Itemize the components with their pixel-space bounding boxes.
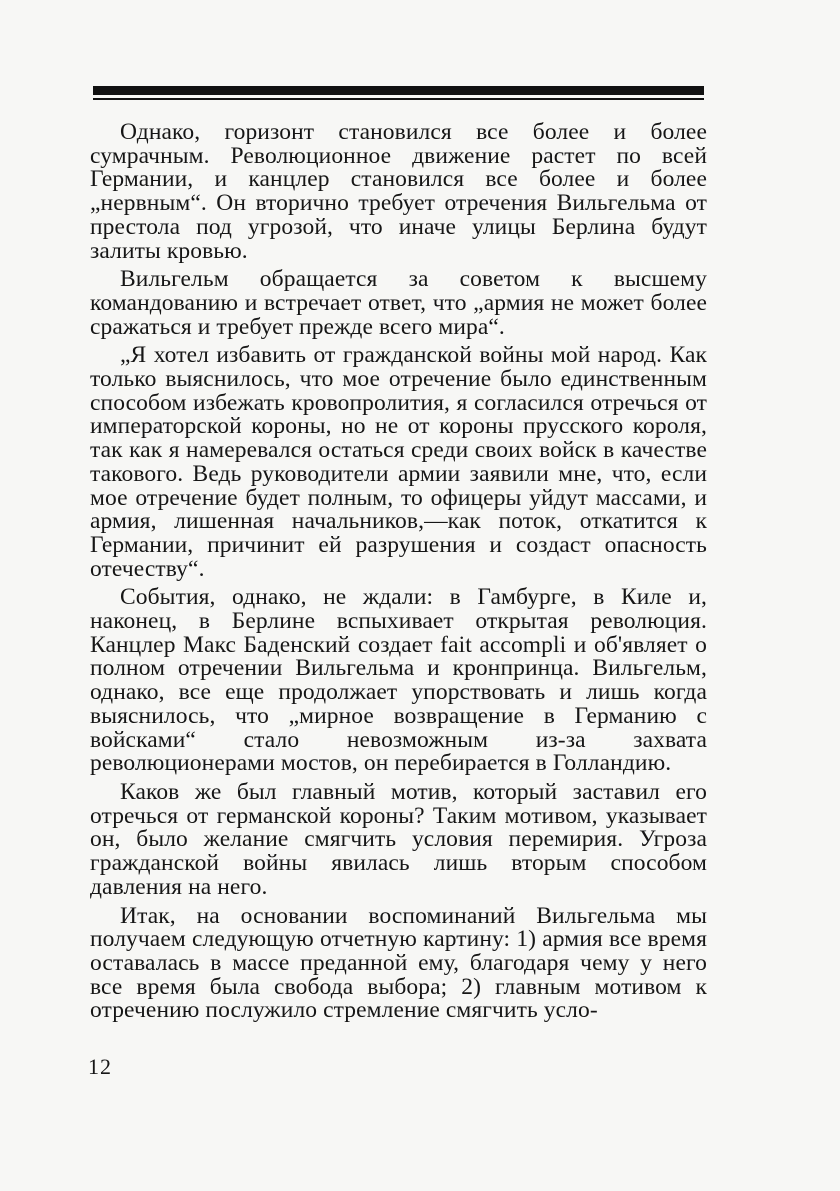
header-rule-thin (93, 98, 704, 100)
header-rule (93, 86, 704, 95)
body-text (90, 121, 707, 1028)
paragraph: Итак, на основании воспоминаний Вильгельма мы получаем следующую отчетную картину: 1) армия все время оставалась в массе преданной ему, благодаря чему у него все время была свобода выбора; 2) главным мотивом к отречению послужило стремление смягчить усло- (90, 902, 707, 1024)
paragraph: Вильгельм обращается за советом к высшему командованию и встречает ответ, что „армия не может более сражаться и требует прежде всего мира“. (90, 266, 707, 340)
paragraph: События, однако, не ждали: в Гамбурге, в Киле и, наконец, в Берлине вспыхивает открытая революция. Канцлер Макс Баденский создает fait accompli и об'являет о полном отречении Вильгельма и кронпринца. Вильгельм, однако, все еще продолжает упорствовать и лишь когда выяснилось, что „мирное возвращение в Германию с войсками“ стало невозможным из-за захвата революционерами мостов, он перебирается в Голландию. (90, 584, 707, 777)
paragraph: Каков же был главный мотив, который заставил его отречься от германской короны? Таким мотивом, указывает он, было желание смягчить условия перемирия. Угроза гражданской войны явилась лишь вторым способом давления на него. (90, 778, 707, 900)
page-number: 12 (88, 1054, 112, 1079)
paragraph: „Я хотел избавить от гражданской войны мой народ. Как только выяснилось, что мое отречение было единственным способом избежать кровопролития, я согласился отречься от императорской короны, но не от короны прусского короля, так как я намеревался остаться среди своих войск в качестве такового. Ведь руководители армии заявили мне, что, если мое отречение будет полным, то офицеры уйдут массами, и армия, лишенная начальников,—как поток, откатится к Германии, причинит ей разрушения и создаст опасность отечеству“. (90, 342, 707, 582)
paragraph: Однако, горизонт становился все более и более сумрачным. Революционное движение растет по всей Германии, и канцлер становился все более и более „нервным“. Он вторично требует отречения Вильгельма от престола под угрозой, что иначе улицы Берлина будут залиты кровью. (90, 119, 707, 264)
